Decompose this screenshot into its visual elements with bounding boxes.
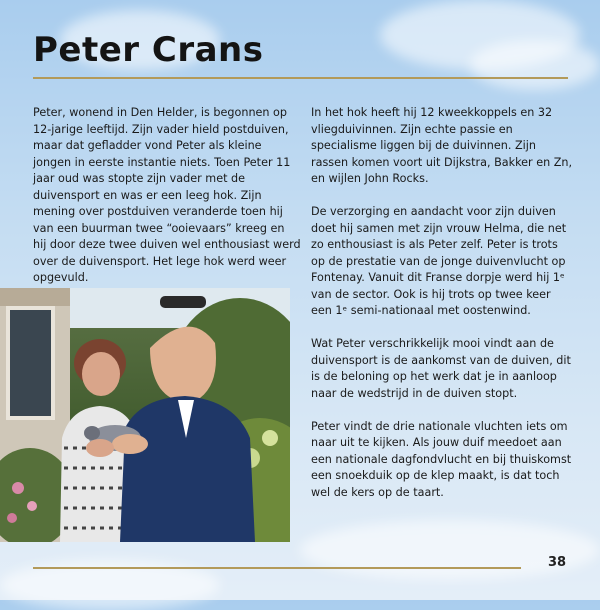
paragraph: De verzorging en aandacht voor zijn duiven doet hij samen met zijn vrouw Helma, die net zo enthousiast is als Peter zelf. Peter is trots op de prestatie van de jonge duivenvlucht op Fontenay. Vanuit dit Franse dorpje werd hij 1ᵉ van de sector. Ook is hij trots op twee keer een 1ᵉ semi-nationaal met oostenwind. [311, 205, 567, 317]
right-text-column [311, 105, 573, 518]
hand [112, 434, 148, 454]
sunglasses-icon [160, 296, 206, 308]
hand [86, 439, 114, 457]
left-text-column [33, 105, 301, 303]
flower [262, 430, 278, 446]
paragraph: Peter, wonend in Den Helder, is begonnen op 12-jarige leeftijd. Zijn vader hield postduiven, maar dat gefladder vond Peter als kleine jongen in eerste instantie niets. Toen Peter 11 jaar oud was stopte zijn vader met de duivensport en was er een leeg hok. Zijn mening over postduiven veranderde toen hij van een buurman twee “ooievaars” kreeg en hij door deze twee duiven wel enthousiast werd over de duivensport. Het lege hok werd weer opgevuld. [33, 106, 301, 284]
paragraph: Wat Peter verschrikkelijk mooi vindt aan de duivensport is de aankomst van de duiven, dit is de beloning op het werk dat je in aanloop naar de wedstrijd in de duiven stopt. [311, 337, 571, 400]
paragraph: In het hok heeft hij 12 kweekkoppels en 32 vliegduivinnen. Zijn echte passie en specialisme liggen bij de duivinnen. Zijn rassen komen voort uit Dijkstra, Bakker en Zn, en wijlen John Rocks. [311, 106, 573, 185]
paragraph: Peter vindt de drie nationale vluchten iets om naar uit te kijken. Als jouw duif meedoet aan een nationale dagfondvlucht en bij thuiskomst een snoekduik op de klep maakt, is dat toch wel de kers op de taart. [311, 419, 572, 499]
flower [12, 482, 24, 494]
background-cloud [300, 520, 600, 580]
window [8, 308, 53, 418]
page-title: Peter Crans [33, 30, 264, 70]
footer-divider [33, 567, 521, 569]
pigeon-head [84, 426, 100, 440]
photo-illustration [0, 288, 290, 542]
woman-face [82, 352, 120, 396]
flower [27, 501, 37, 511]
man-face [150, 327, 216, 402]
photo-peter-and-helma [0, 288, 290, 542]
flower [7, 513, 17, 523]
page-number: 38 [548, 555, 567, 570]
background-cloud [470, 40, 600, 90]
title-divider [33, 77, 568, 79]
